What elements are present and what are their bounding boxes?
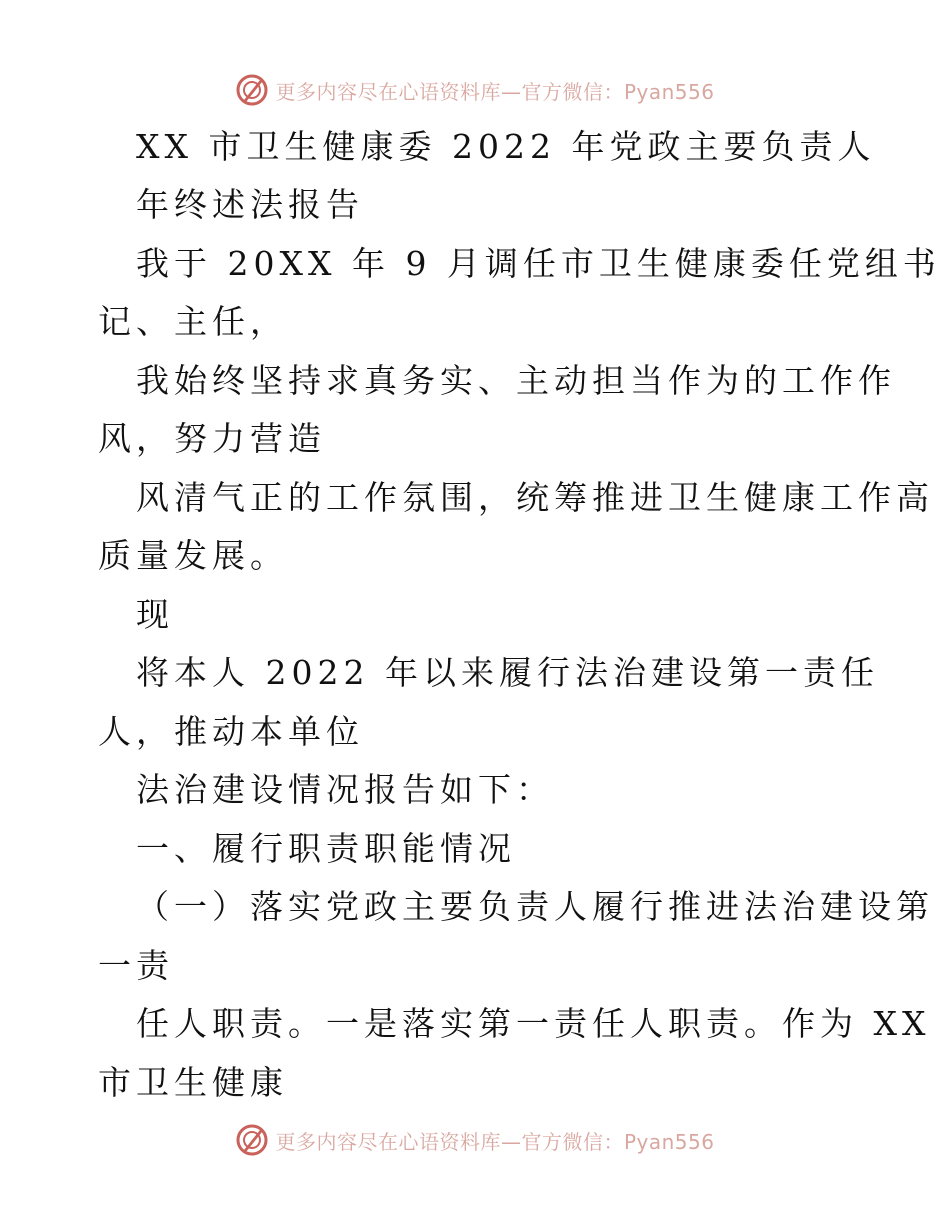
paragraph-line: 风，努力营造: [98, 419, 326, 458]
title-line-2: 年终述法报告: [136, 185, 364, 224]
footer-watermark: [0, 1120, 950, 1160]
title-line-1: XX 市卫生健康委 2022 年党政主要负责人: [136, 127, 876, 166]
paragraph-line: 我始终坚持求真务实、主动担当作为的工作作: [136, 361, 896, 400]
paragraph-line: 记、主任，: [98, 302, 288, 341]
paragraph-line: 将本人 2022 年以来履行法治建设第一责任: [136, 653, 879, 692]
paragraph-line: 人，推动本单位: [98, 712, 364, 751]
paragraph-line: 任人职责。一是落实第一责任人职责。作为 XX: [136, 1004, 931, 1043]
paragraph-line: 市卫生健康: [98, 1063, 288, 1102]
paragraph-line: 一责: [98, 946, 174, 985]
section-heading: 一、履行职责职能情况: [136, 829, 516, 868]
watermark-text: 更多内容尽在心语资料库—官方微信：Pyan556: [275, 1129, 715, 1154]
subsection-heading: （一）落实党政主要负责人履行推进法治建设第: [136, 887, 934, 926]
paragraph-line: 风清气正的工作氛围，统筹推进卫生健康工作高: [136, 478, 934, 517]
paragraph-line: 我于 20XX 年 9 月调任市卫生健康委任党组书: [136, 244, 941, 283]
quill-seal-icon: [235, 1123, 269, 1157]
paragraph-line: 法治建设情况报告如下：: [136, 770, 554, 809]
paragraph-line: 质量发展。: [98, 536, 288, 575]
watermark-text: 更多内容尽在心语资料库—官方微信：Pyan556: [275, 79, 715, 104]
paragraph-line: 现: [136, 595, 174, 634]
